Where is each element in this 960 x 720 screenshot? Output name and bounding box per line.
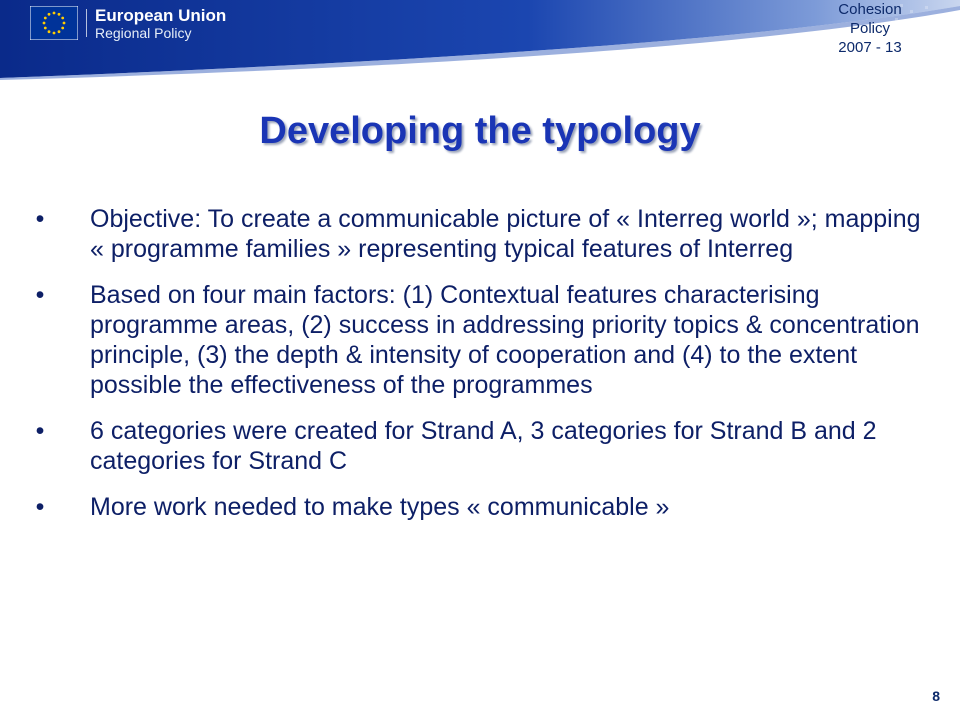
bullet-dot: • [35,493,45,521]
bullet-item [30,280,940,400]
bullet-item [30,204,940,264]
cohesion-line: Cohesion [838,1,902,18]
bullet-text: More work needed to make types « communicable » [90,493,670,521]
bullet-item [30,416,940,476]
cohesion-line: 2007 - 13 [838,39,902,56]
eu-regional-policy-logo [30,6,226,40]
logo-text [95,7,226,40]
cohesion-policy-label [810,0,930,57]
bullet-list [30,204,940,538]
bullet-dot: • [35,281,45,309]
bullet-item [30,492,940,522]
bullet-dot: • [35,205,45,233]
header-band [0,0,960,80]
bullet-dot: • [35,417,45,445]
eu-flag-icon [30,6,78,40]
eu-name: European Union [95,5,227,25]
regional-policy-label: Regional Policy [95,24,192,41]
bullet-text: Objective: To create a communicable picture of « Interreg world »; mapping « programme families » representing typical features of Interreg [90,205,921,263]
page-number: 8 [932,688,940,704]
cohesion-line: Policy [849,20,890,37]
logo-divider [86,9,87,37]
bullet-text: 6 categories were created for Strand A, 3 categories for Strand B and 2 categories for Strand C [90,417,877,475]
bullet-text: Based on four main factors: (1) Contextual features characterising programme areas, (2) success in addressing priority topics & concentration principle, (3) the depth & intensity of cooperation and (4) to the extent possible the effectiveness of the programmes [90,281,920,399]
slide-title: Developing the typology [259,110,701,152]
